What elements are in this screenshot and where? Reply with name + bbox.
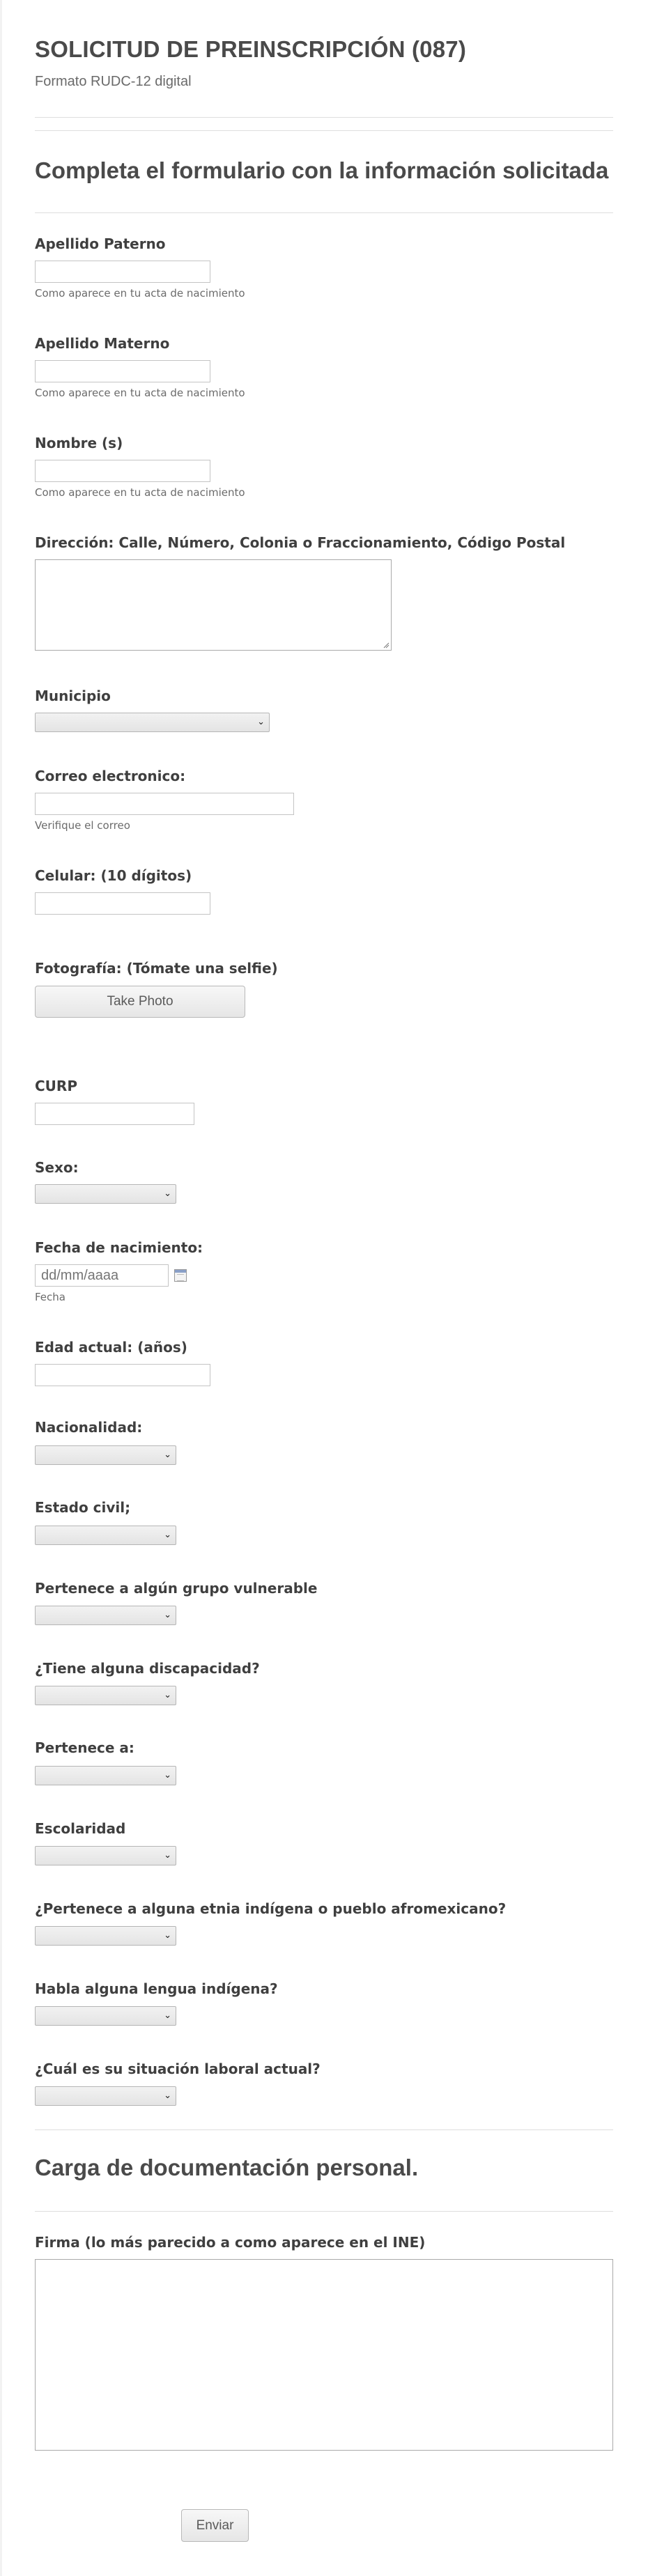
- apellido-materno-input[interactable]: [35, 360, 210, 382]
- apellido-paterno-label: Apellido Paterno: [35, 235, 166, 252]
- submit-button[interactable]: Enviar: [181, 2509, 249, 2542]
- divider: [35, 130, 613, 131]
- sexo-select[interactable]: [35, 1184, 176, 1204]
- chevron-down-icon: ⌄: [164, 1850, 171, 1861]
- signature-pad[interactable]: [35, 2259, 613, 2451]
- edad-input[interactable]: [35, 1364, 210, 1386]
- chevron-down-icon: ⌄: [164, 1450, 171, 1460]
- divider: [35, 2211, 613, 2212]
- apellido-materno-hint: Como aparece en tu acta de nacimiento: [35, 387, 245, 399]
- chevron-down-icon: ⌄: [164, 1770, 171, 1780]
- chevron-down-icon: ⌄: [257, 717, 265, 727]
- pertenece-label: Pertenece a:: [35, 1739, 134, 1756]
- escolaridad-select[interactable]: [35, 1846, 176, 1865]
- celular-input[interactable]: [35, 892, 210, 915]
- chevron-down-icon: ⌄: [164, 1930, 171, 1941]
- section-title-intro: Completa el formulario con la información solicitada: [35, 157, 609, 183]
- page-title: SOLICITUD DE PREINSCRIPCIÓN (087): [35, 36, 467, 62]
- take-photo-button[interactable]: Take Photo: [35, 986, 245, 1018]
- municipio-label: Municipio: [35, 688, 111, 704]
- chevron-down-icon: ⌄: [164, 1690, 171, 1700]
- fecha-nacimiento-label: Fecha de nacimiento:: [35, 1239, 203, 1256]
- pertenece-select[interactable]: [35, 1766, 176, 1785]
- chevron-down-icon: ⌄: [164, 2090, 171, 2101]
- chevron-down-icon: ⌄: [164, 1610, 171, 1620]
- chevron-down-icon: ⌄: [164, 1530, 171, 1540]
- curp-label: CURP: [35, 1078, 77, 1094]
- apellido-materno-label: Apellido Materno: [35, 335, 170, 352]
- direccion-label: Dirección: Calle, Número, Colonia o Fraccionamiento, Código Postal: [35, 534, 566, 551]
- correo-input[interactable]: [35, 793, 294, 815]
- apellido-paterno-hint: Como aparece en tu acta de nacimiento: [35, 287, 245, 300]
- discapacidad-select[interactable]: [35, 1686, 176, 1705]
- page-left-border: [0, 0, 2, 2576]
- calendar-icon-grid: [177, 1274, 184, 1281]
- estado-civil-label: Estado civil;: [35, 1499, 131, 1516]
- etnia-label: ¿Pertenece a alguna etnia indígena o pueblo afromexicano?: [35, 1900, 507, 1917]
- apellido-paterno-input[interactable]: [35, 261, 210, 283]
- calendar-icon-header: [175, 1270, 186, 1273]
- etnia-select[interactable]: [35, 1926, 176, 1946]
- celular-label: Celular: (10 dígitos): [35, 867, 192, 884]
- divider: [35, 117, 613, 118]
- page-subtitle: Formato RUDC-12 digital: [35, 74, 192, 89]
- grupo-vulnerable-label: Pertenece a algún grupo vulnerable: [35, 1580, 318, 1597]
- chevron-down-icon: ⌄: [164, 2010, 171, 2021]
- situacion-laboral-label: ¿Cuál es su situación laboral actual?: [35, 2061, 321, 2077]
- nombre-label: Nombre (s): [35, 435, 123, 451]
- escolaridad-label: Escolaridad: [35, 1820, 126, 1837]
- nacionalidad-select[interactable]: [35, 1445, 176, 1465]
- firma-label: Firma (lo más parecido a como aparece en el INE): [35, 2234, 426, 2251]
- estado-civil-select[interactable]: [35, 1526, 176, 1545]
- chevron-down-icon: ⌄: [164, 1188, 171, 1199]
- fecha-nacimiento-hint: Fecha: [35, 1291, 65, 1303]
- nombre-input[interactable]: [35, 460, 210, 482]
- direccion-textarea[interactable]: [35, 559, 392, 651]
- lengua-select[interactable]: [35, 2006, 176, 2026]
- situacion-laboral-select[interactable]: [35, 2086, 176, 2106]
- grupo-vulnerable-select[interactable]: [35, 1606, 176, 1625]
- municipio-select[interactable]: [35, 713, 270, 732]
- fecha-nacimiento-input[interactable]: [35, 1264, 169, 1287]
- resize-grip-icon[interactable]: [383, 642, 389, 649]
- section-title-documents: Carga de documentación personal.: [35, 2155, 419, 2180]
- fotografia-label: Fotografía: (Tómate una selfie): [35, 960, 278, 977]
- edad-label: Edad actual: (años): [35, 1339, 187, 1356]
- divider: [35, 212, 613, 213]
- lengua-label: Habla alguna lengua indígena?: [35, 1980, 278, 1997]
- discapacidad-label: ¿Tiene alguna discapacidad?: [35, 1660, 260, 1677]
- correo-label: Correo electronico:: [35, 768, 186, 784]
- divider: [35, 2129, 613, 2130]
- calendar-icon[interactable]: [174, 1269, 187, 1282]
- correo-hint: Verifique el correo: [35, 819, 130, 832]
- nombre-hint: Como aparece en tu acta de nacimiento: [35, 486, 245, 499]
- nacionalidad-label: Nacionalidad:: [35, 1419, 143, 1436]
- curp-input[interactable]: [35, 1103, 194, 1125]
- sexo-label: Sexo:: [35, 1159, 79, 1176]
